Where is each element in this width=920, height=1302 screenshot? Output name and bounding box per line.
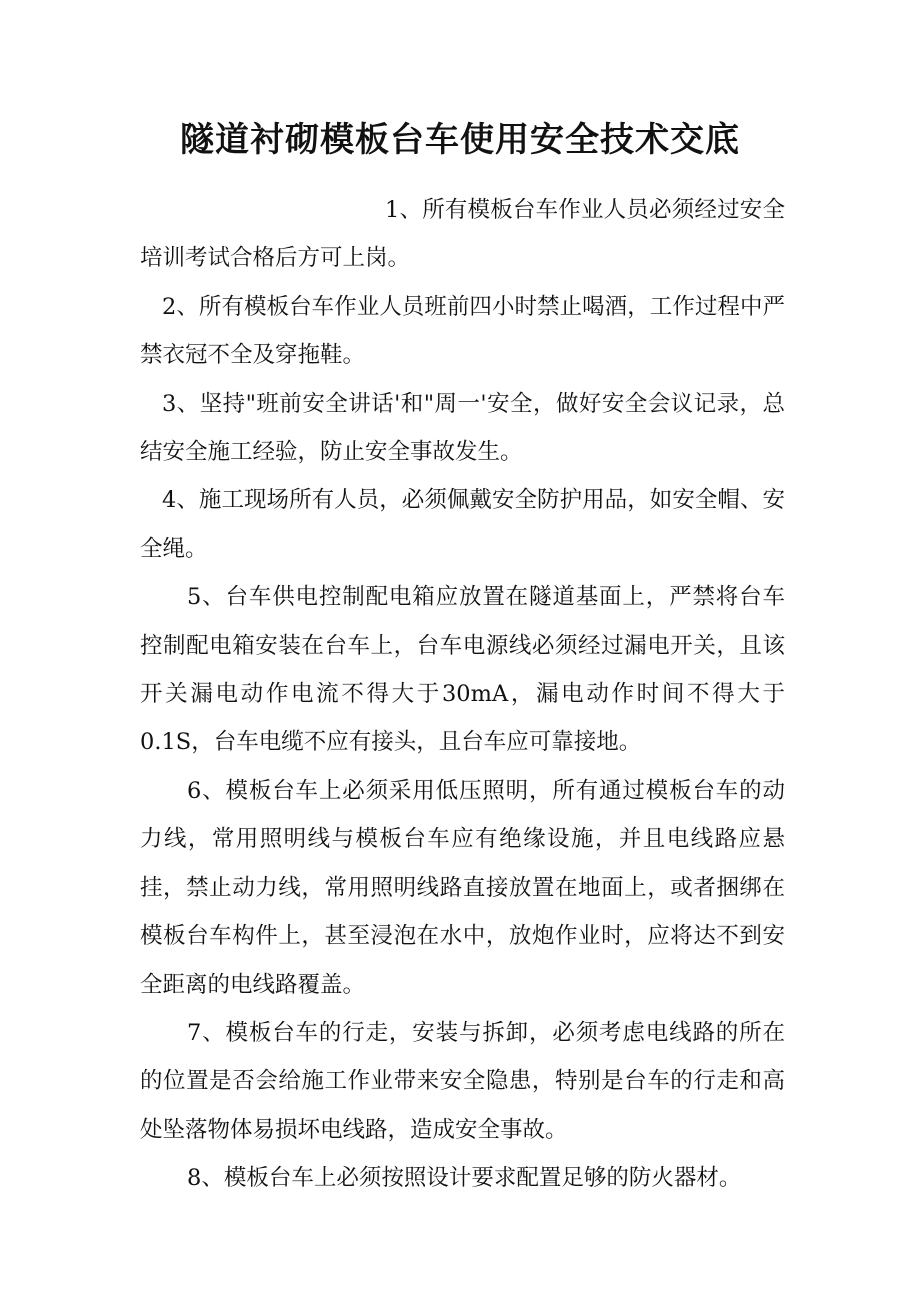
- document-body: [140, 186, 785, 1203]
- document-title: 隧道衬砌模板台车使用安全技术交底: [180, 120, 740, 160]
- paragraph-7: 7、模板台车的行走，安装与拆卸，必须考虑电线路的所在的位置是否会给施工作业带来安全隐患，特别是台车的行走和高处坠落物体易损坏电线路，造成安全事故。: [140, 1019, 785, 1143]
- paragraph-4: 4、施工现场所有人员，必须佩戴安全防护用品，如安全帽、安全绳。: [140, 487, 785, 562]
- paragraph-6: 6、模板台车上必须采用低压照明，所有通过模板台车的动力线，常用照明线与模板台车应有绝缘设施，并且电线路应悬挂，禁止动力线，常用照明线路直接放置在地面上，或者捆绑在模板台车构件上，甚至浸泡在水中，放炮作业时，应将达不到安全距离的电线路覆盖。: [140, 777, 785, 998]
- paragraph-2: 2、所有模板台车作业人员班前四小时禁止喝酒，工作过程中严禁衣冠不全及穿拖鞋。: [140, 293, 785, 369]
- paragraph-5: 5、台车供电控制配电箱应放置在隧道基面上，严禁将台车控制配电箱安装在台车上，台车电源线必须经过漏电开关，且该开关漏电动作电流不得大于30mA，漏电动作时间不得大于0.1S，台车电缆不应有接头，且台车应可靠接地。: [140, 584, 785, 756]
- paragraph-3: 3、坚持"班前安全讲话'和"周一'安全，做好安全会议记录，总结安全施工经验，防止安全事故发生。: [140, 390, 785, 466]
- paragraph-8: 8、模板台车上必须按照设计要求配置足够的防火器材。: [187, 1165, 742, 1192]
- paragraph-1: 1、所有模板台车作业人员必须经过安全培训考试合格后方可上岗。: [140, 197, 785, 272]
